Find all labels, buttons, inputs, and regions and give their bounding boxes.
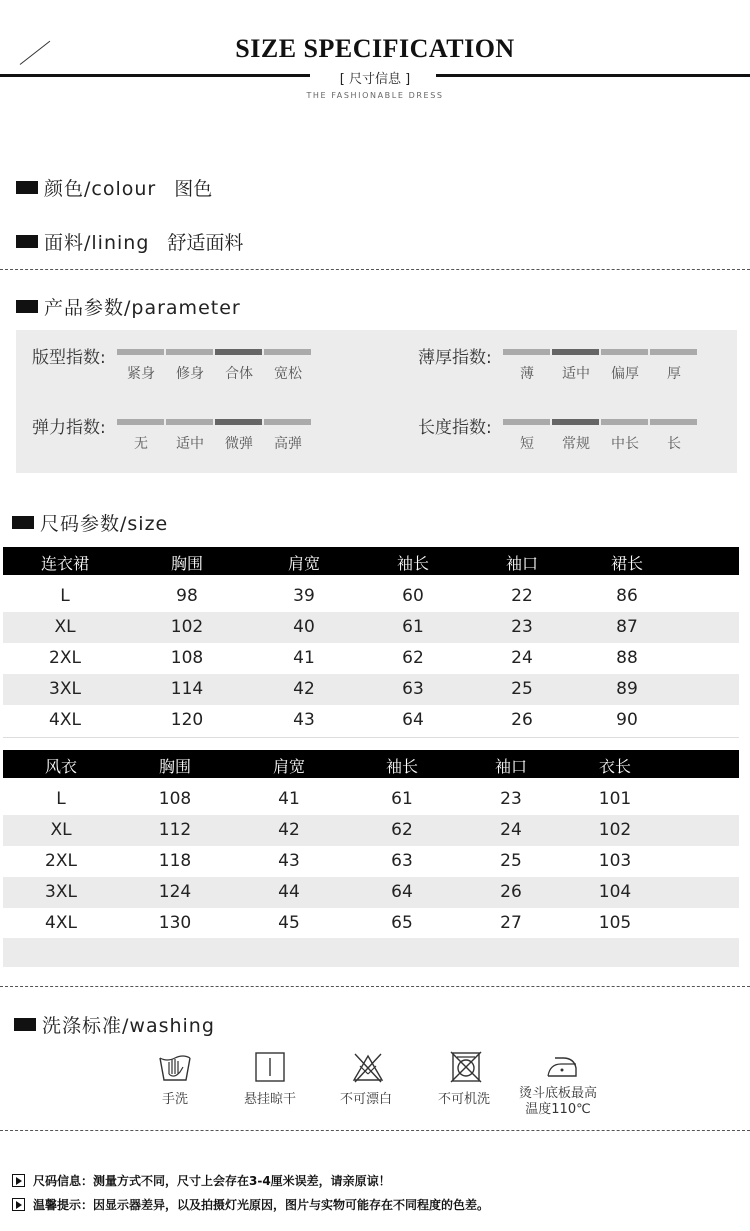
table-cell: 102: [170, 617, 204, 637]
table-cell: 44: [278, 882, 300, 902]
parameter-option-label: 合体: [225, 366, 253, 382]
table-cell: 45: [278, 913, 300, 933]
parameter-option-label: 高弹: [274, 436, 302, 452]
lining-label: 面料/lining: [44, 232, 150, 254]
square-bullet-icon: [16, 300, 38, 313]
parameter-option-label: 长: [667, 436, 681, 452]
parameter-scale-segment: [552, 349, 599, 355]
size-heading: [12, 509, 168, 536]
size-heading-text: 尺码参数/size: [40, 513, 169, 535]
wash-label: 不可漂白: [339, 1092, 392, 1107]
parameter-label: 弹力指数:: [32, 418, 106, 438]
table-cell: 114: [170, 679, 204, 699]
table-header-cell: 袖长: [385, 757, 419, 776]
parameter-scale-segment: [215, 419, 262, 425]
no-bleach-icon: [351, 1050, 385, 1084]
table-cell: 43: [293, 710, 315, 730]
table-cell: 89: [616, 679, 638, 699]
table-cell: 26: [511, 710, 533, 730]
table-cell: 63: [402, 679, 424, 699]
table-cell: 3XL: [49, 679, 81, 699]
parameter-option-label: 偏厚: [611, 366, 639, 382]
parameter-label: 薄厚指数:: [418, 348, 492, 368]
table-row: [3, 784, 739, 815]
parameter-heading-text: 产品参数/parameter: [44, 297, 241, 319]
play-triangle-icon: [12, 1198, 25, 1211]
parameter-scale-segment: [601, 419, 648, 425]
table-cell: 101: [598, 789, 632, 809]
table-cell: 64: [402, 710, 424, 730]
table-cell: 62: [402, 648, 424, 668]
table-cell: 40: [293, 617, 315, 637]
table-cell: 130: [158, 913, 192, 933]
table-cell: 124: [158, 882, 192, 902]
table-cell: 61: [402, 617, 424, 637]
table-cell: 24: [500, 820, 522, 840]
table-cell: 2XL: [49, 648, 81, 668]
parameter-option-label: 微弹: [225, 436, 253, 452]
hand-wash-icon: [158, 1050, 192, 1084]
lining-value: 舒适面料: [167, 232, 244, 254]
parameter-option-label: 紧身: [127, 366, 155, 382]
wash-label: 悬挂晾干: [243, 1092, 296, 1107]
table-cell: 63: [391, 851, 413, 871]
parameter-scale-segment: [650, 419, 697, 425]
table-cell: 22: [511, 586, 533, 606]
table-cell: 87: [616, 617, 638, 637]
table-cell: 42: [293, 679, 315, 699]
table-footer-band: [3, 938, 739, 967]
parameter-option-label: 薄: [520, 366, 534, 382]
table-cell: XL: [50, 820, 72, 840]
table-cell: 108: [158, 789, 192, 809]
table-cell: 88: [616, 648, 638, 668]
table-header-cell: 袖口: [505, 554, 539, 573]
table-cell: 3XL: [45, 882, 77, 902]
section-divider: [0, 986, 750, 987]
table-cell: L: [60, 586, 70, 606]
parameter-option-label: 短: [520, 436, 534, 452]
table-cell: 104: [598, 882, 632, 902]
wash-label-line2: 温度110℃: [525, 1102, 591, 1117]
parameter-scale-segment: [552, 419, 599, 425]
parameter-option-label: 宽松: [274, 366, 302, 382]
colour-label: 颜色/colour: [44, 178, 157, 200]
section-divider: [0, 269, 750, 270]
square-bullet-icon: [16, 181, 38, 194]
table-cell: 118: [158, 851, 192, 871]
parameter-heading: [16, 293, 241, 320]
wash-label: 烫斗底板最高: [518, 1086, 597, 1101]
table-cell: 64: [391, 882, 413, 902]
parameter-label: 版型指数:: [32, 348, 106, 368]
table-cell: 2XL: [45, 851, 77, 871]
parameter-option-label: 适中: [562, 366, 590, 382]
table-cell: 25: [511, 679, 533, 699]
washing-heading: [14, 1011, 215, 1038]
table-header-cell: 风衣: [44, 757, 78, 776]
table-cell: 102: [598, 820, 632, 840]
parameter-scale-segment: [601, 349, 648, 355]
subtitle-text: [ 尺寸信息 ]: [334, 72, 416, 87]
page-tagline: THE FASHIONABLE DRESS: [306, 91, 444, 100]
table-header-cell: 袖长: [396, 554, 430, 573]
no-machine-wash-icon: [449, 1050, 483, 1084]
square-bullet-icon: [14, 1018, 36, 1031]
table-row: [3, 674, 739, 705]
parameter-scale-segment: [503, 349, 550, 355]
play-triangle-icon: [12, 1174, 25, 1187]
page-title: SIZE SPECIFICATION: [235, 34, 515, 63]
parameter-scale-segment: [264, 419, 311, 425]
page-subtitle: [0, 68, 750, 87]
table-header-cell: 连衣裙: [40, 554, 90, 573]
table-cell: 27: [500, 913, 522, 933]
parameter-scale-segment: [503, 419, 550, 425]
table-row: [3, 815, 739, 846]
table-row: [3, 581, 739, 612]
parameter-option-label: 厚: [667, 366, 681, 382]
table-cell: 62: [391, 820, 413, 840]
parameter-option-label: 适中: [176, 436, 204, 452]
washing-heading-text: 洗涤标准/washing: [42, 1015, 215, 1037]
parameter-scale-segment: [166, 419, 213, 425]
table-header-cell: 肩宽: [287, 554, 321, 573]
table-cell: 25: [500, 851, 522, 871]
parameter-option-label: 常规: [562, 436, 590, 452]
table-header: [3, 547, 739, 575]
table-header: [3, 750, 739, 778]
table-row: [3, 846, 739, 877]
table-cell: 39: [293, 586, 315, 606]
note-size-info: [12, 1172, 391, 1189]
table-cell: L: [56, 789, 66, 809]
table-row: [3, 877, 739, 908]
parameter-scale-segment: [117, 419, 164, 425]
table-header-cell: 裙长: [610, 554, 644, 573]
hang-dry-icon: [253, 1050, 287, 1084]
table-header-cell: 胸围: [170, 554, 204, 573]
parameter-option-label: 修身: [176, 366, 204, 382]
parameter-scale-segment: [264, 349, 311, 355]
note-color-diff: [12, 1196, 489, 1213]
iron-icon: [545, 1050, 579, 1084]
lining-row: [16, 228, 243, 255]
table-header-cell: 肩宽: [272, 757, 306, 776]
table-cell: 65: [391, 913, 413, 933]
table-cell: XL: [54, 617, 76, 637]
square-bullet-icon: [12, 516, 34, 529]
table-cell: 112: [158, 820, 192, 840]
parameter-option-label: 无: [134, 436, 148, 452]
colour-row: [16, 174, 212, 201]
parameter-scale-segment: [215, 349, 262, 355]
table-cell: 105: [598, 913, 632, 933]
table-cell: 108: [170, 648, 204, 668]
table-row: [3, 612, 739, 643]
parameter-option-label: 中长: [611, 436, 639, 452]
colour-value: 图色: [174, 178, 213, 200]
table-cell: 4XL: [49, 710, 81, 730]
table-cell: 61: [391, 789, 413, 809]
table-cell: 43: [278, 851, 300, 871]
table-header-cell: 衣长: [598, 757, 632, 776]
table-header-cell: 胸围: [158, 757, 192, 776]
table-cell: 26: [500, 882, 522, 902]
table-header-cell: 袖口: [494, 757, 528, 776]
table-cell: 103: [598, 851, 632, 871]
wash-label: 手洗: [161, 1092, 188, 1107]
parameter-scale-segment: [117, 349, 164, 355]
section-divider: [0, 1130, 750, 1131]
square-bullet-icon: [16, 235, 38, 248]
table-cell: 120: [170, 710, 204, 730]
table-row: [3, 908, 739, 939]
table-bottom-rule: [3, 737, 739, 738]
table-cell: 23: [511, 617, 533, 637]
table-cell: 23: [500, 789, 522, 809]
table-cell: 98: [176, 586, 198, 606]
parameter-label: 长度指数:: [418, 418, 492, 438]
table-row: [3, 705, 739, 736]
table-cell: 90: [616, 710, 638, 730]
wash-label: 不可机洗: [437, 1092, 490, 1107]
table-row: [3, 643, 739, 674]
note-text: 温馨提示：因显示器差异，以及拍摄灯光原因，图片与实物可能存在不同程度的色差。: [33, 1198, 490, 1212]
note-text: 尺码信息：测量方式不同，尺寸上会存在3-4厘米误差，请亲原谅！: [33, 1174, 391, 1188]
table-cell: 42: [278, 820, 300, 840]
table-cell: 4XL: [45, 913, 77, 933]
table-cell: 41: [293, 648, 315, 668]
parameter-scale-segment: [650, 349, 697, 355]
table-cell: 60: [402, 586, 424, 606]
table-cell: 41: [278, 789, 300, 809]
parameter-scale-segment: [166, 349, 213, 355]
table-cell: 24: [511, 648, 533, 668]
table-cell: 86: [616, 586, 638, 606]
